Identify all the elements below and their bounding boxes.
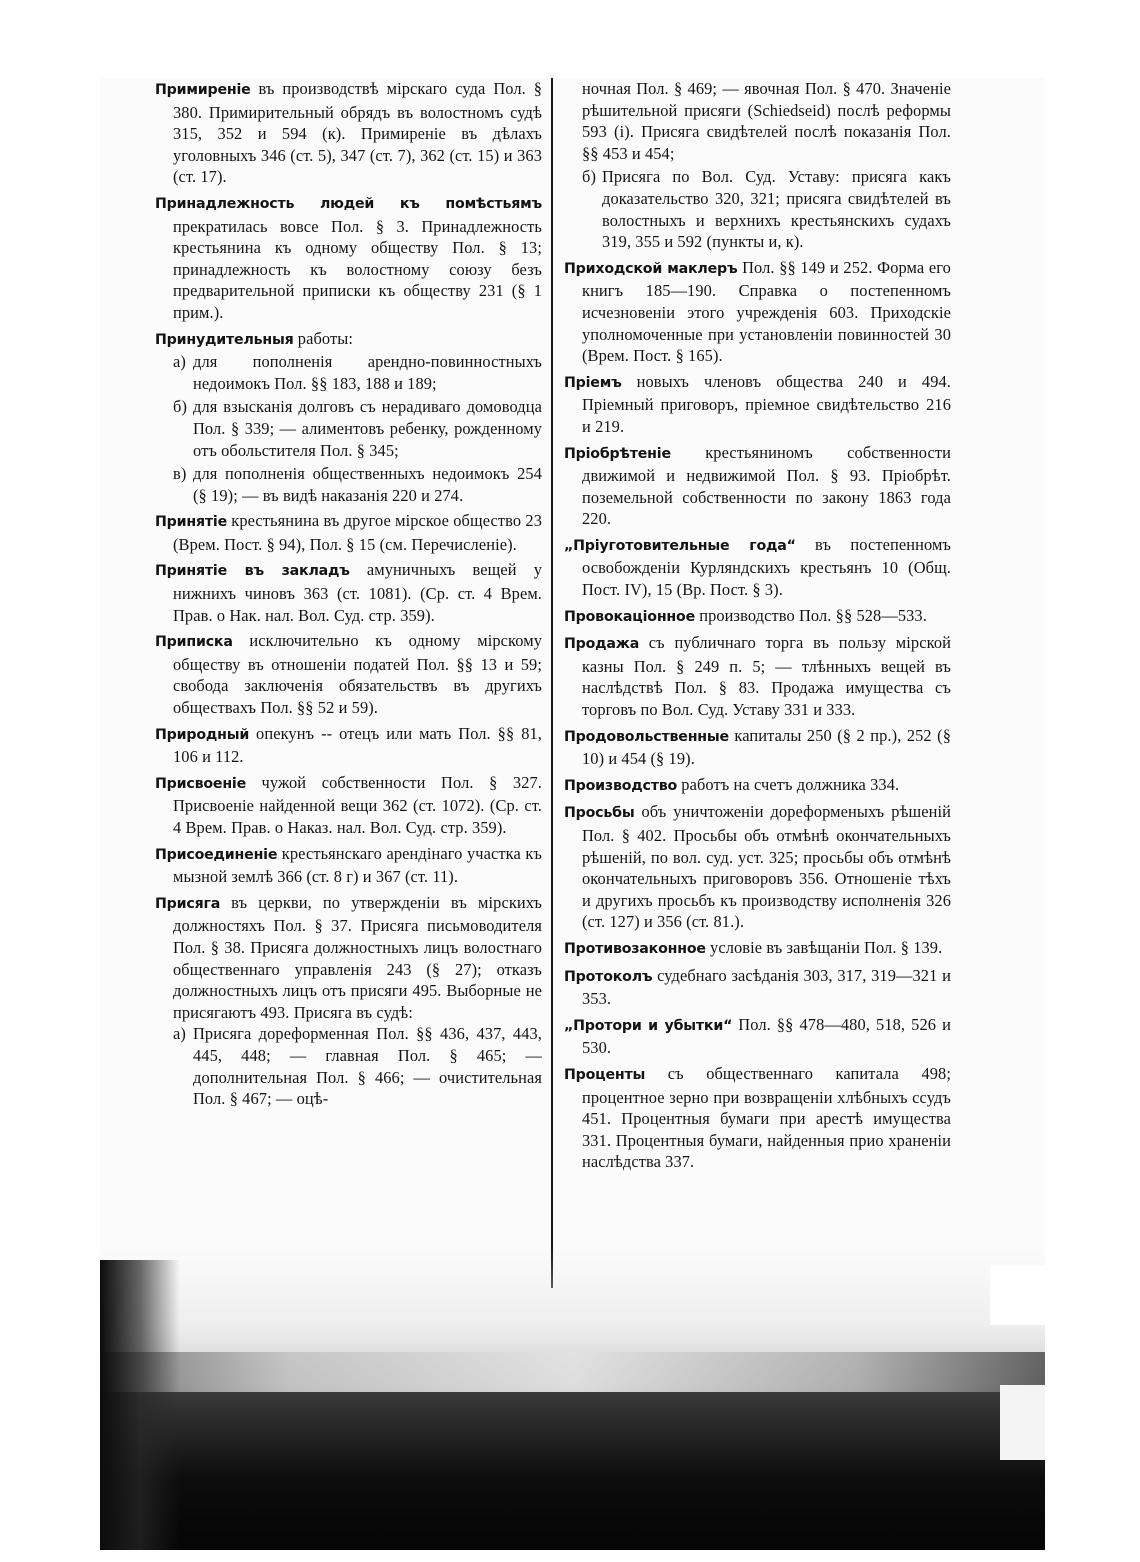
index-entry (564, 1014, 951, 1059)
sub-label: б) (582, 167, 596, 187)
entry-term: Принудительныя (155, 331, 294, 348)
entry-term: Просьбы (564, 805, 635, 822)
entry-term: Присвоеніе (155, 775, 247, 792)
sub-text: для пополненія арендно-повинностныхъ недоимокъ Пол. §§ 183, 188 и 189; (193, 352, 542, 393)
entry-term: Принятіе (155, 514, 227, 531)
sub-label: б) (173, 397, 187, 417)
index-entry (564, 371, 951, 438)
entry-term: Природный (155, 726, 250, 743)
sub-label: в) (173, 464, 187, 484)
entry-text: условіе въ завѣщаніи Пол. § 139. (705, 937, 943, 957)
scan-edge-left (100, 1260, 180, 1550)
sub-entry (564, 78, 951, 164)
entry-term: Проценты (564, 1066, 646, 1083)
entry-text: прекратилась вовсе Пол. § 3. Принадлежность крестьянина къ одному обществу Пол. § 13; принадлежность къ волостному союзу безъ предварительной приписки къ обществу 231 (§ 1 прим.). (173, 216, 542, 322)
entry-text: въ производствѣ мірскаго суда Пол. § 380. Примирительный обрядъ въ волостномъ судѣ 315, 352 и 594 (к). Примиреніе въ дѣлахъ уголовныхъ 346 (ст. 5), 347 (ст. 7), 362 (ст. 15) и 363 (ст. 17). (173, 79, 542, 187)
index-entry (155, 559, 542, 626)
sub-text: для пополненія общественныхъ недоимокъ 254 (§ 19); — въ видѣ наказанія 220 и 274. (193, 464, 542, 505)
entry-text: работы: (293, 328, 353, 348)
sub-entry (155, 463, 542, 506)
scan-notch (990, 1265, 1045, 1325)
index-entry (564, 725, 951, 770)
entry-text: въ церкви, по утвержденіи въ мірскихъ должностяхъ Пол. § 37. Присяга письмоводителя Пол. § 38. Присяга должностныхъ лицъ волостнаго общественнаго управленія 243 (§ 27); отказъ должностныхъ лицъ отъ присяги 495. Выборные не присягаютъ 493. Присяга въ судѣ: (173, 892, 542, 1022)
entry-term: Производство (564, 777, 678, 794)
entry-term: Пріобрѣтеніе (564, 445, 671, 462)
entry-text: амуничныхъ вещей у нижнихъ чиновъ 363 (ст. 1081). (Ср. ст. 4 Врем. Прав. о Нак. нал. Вол. Суд. стр. 359). (173, 560, 542, 625)
scan-edge-dark (100, 1392, 1045, 1548)
index-entry (564, 774, 951, 798)
entry-text: исключительно къ одному мірскому обществу въ отношеніи податей Пол. §§ 13 и 59; свобода заключенія обязательствъ въ другихъ обществахъ Пол. §§ 52 и 59). (173, 631, 542, 718)
entry-term: Приписка (155, 634, 233, 651)
entry-term: Присоединеніе (155, 846, 278, 863)
index-entry (564, 534, 951, 601)
entry-text: чужой собственности Пол. § 327. Присвоеніе найденной вещи 362 (ст. 1072). (Ср. ст. 4 Врем. Прав. о Наказ. нал. Вол. Суд. стр. 359). (173, 772, 542, 837)
entry-text: крестьянина въ другое мірское общество 23 (Врем. Пост. § 94), Пол. § 15 (см. Перечисленіе). (173, 511, 542, 554)
scan-notch (1000, 1385, 1045, 1460)
entry-text: Пол. §§ 478—480, 518, 526 и 530. (582, 1014, 951, 1058)
entry-term: Провокаціонное (564, 608, 696, 625)
index-entry (564, 801, 951, 933)
entry-text: судебнаго засѣданія 303, 317, 319—321 и 353. (582, 965, 951, 1009)
index-entry (564, 937, 951, 961)
entry-term: „Пріуготовительные года“ (564, 537, 796, 554)
entry-text: крестьянскаго арендiнаго участка къ мызной землѣ 366 (ст. 8 г) и 367 (ст. 11). (173, 843, 542, 887)
entry-term: Противозаконное (564, 940, 706, 957)
index-entry (155, 723, 542, 768)
sub-entry (155, 351, 542, 394)
entry-text: опекунъ -- отецъ или мать Пол. §§ 81, 106 и 112. (173, 723, 542, 767)
index-entry (564, 965, 951, 1010)
index-entry (564, 257, 951, 367)
index-entry (564, 605, 951, 629)
entry-term: Принятіе въ закладъ (155, 563, 350, 580)
column-divider (551, 78, 553, 1288)
index-entry (155, 78, 542, 188)
entry-term: Продажа (564, 636, 640, 653)
sub-text: Присяга дореформенная Пол. §§ 436, 437, 443, 445, 448; — главная Пол. § 465; — дополнительная Пол. § 466; — очистительная Пол. § 467; — оцѣ- (193, 1024, 542, 1109)
sub-entry (564, 166, 951, 252)
right-column (564, 78, 951, 1177)
entry-term: Пріемъ (564, 374, 622, 391)
entry-text: съ публичнаго торга въ пользу мірской казны Пол. § 249 п. 5; — тлѣнныхъ вещей въ наслѣдствѣ Пол. § 83. Продажа имущества съ торговъ по Вол. Суд. Уставу 331 и 333. (582, 633, 951, 720)
left-column (155, 78, 542, 1112)
entry-term: „Протори и убытки“ (564, 1017, 733, 1034)
index-entry (564, 1063, 951, 1173)
sub-entry (155, 396, 542, 461)
entry-text: Пол. §§ 149 и 252. Форма его книгъ 185—190. Справка о постепенномъ исчезновеніи этого учрежденія 603. Приходскіе уполномоченные при установленіи повинностей 30 (Врем. Пост. § 165). (582, 257, 951, 366)
index-entry (155, 630, 542, 718)
entry-text: крестьяниномъ собственности движимой и недвижимой Пол. § 93. Пріобрѣт. поземельной собственности по закону 1863 года 220. (582, 442, 951, 529)
index-entry (155, 510, 542, 555)
entry-text: производство Пол. §§ 528—533. (695, 605, 927, 625)
entry-term: Протоколъ (564, 968, 653, 985)
entry-text: работъ на счетъ должника 334. (677, 774, 900, 794)
scan-band (100, 1352, 1045, 1392)
index-entry (564, 442, 951, 530)
index-entry (155, 843, 542, 888)
index-entry (564, 632, 951, 720)
entry-text: объ уничтоженіи дореформеныхъ рѣшеній Пол. § 402. Просьбы объ отмѣнѣ окончательныхъ рѣшеній, по вол. суд. уст. 325; просьбы объ отмѣнѣ окончательныхъ приговоровъ 356. Отношеніе тѣхъ и другихъ просьбъ къ производству исполненія 326 (ст. 127) и 356 (ст. 81.). (582, 802, 951, 932)
entry-term: Принадлежность людей къ помѣстьямъ (155, 195, 542, 212)
index-entry (155, 328, 542, 352)
sub-text: ночная Пол. § 469; — явочная Пол. § 470. Значеніе рѣшительной присяги (Schiedseid) послѣ реформы 593 (i). Присяга свидѣтелей послѣ показанія Пол. §§ 453 и 454; (582, 79, 951, 163)
index-entry (155, 772, 542, 839)
entry-text: новыхъ членовъ общества 240 и 494. Пріемный приговоръ, пріемное свидѣтельство 216 и 219. (582, 371, 951, 436)
entry-term: Примиреніе (155, 82, 251, 98)
entry-text: капиталы 250 (§ 2 пр.), 252 (§ 10) и 454 (§ 19). (582, 725, 951, 769)
sub-label: а) (173, 1024, 186, 1044)
sub-entry (155, 1023, 542, 1109)
entry-term: Продовольственные (564, 728, 729, 745)
index-entry (155, 892, 542, 1024)
sub-text: для взысканія долговъ съ нерадиваго домоводца Пол. § 339; — алиментовъ ребенку, рожденному отъ обольстителя Пол. § 345; (193, 397, 542, 460)
entry-term: Присяга (155, 895, 221, 912)
sub-text: Присяга по Вол. Суд. Уставу: присяга какъ доказательство 320, 321; присяга свидѣтелей въ волостныхъ и верхнихъ крестьянскихъ судахъ 319, 355 и 592 (пункты и, к). (602, 167, 951, 252)
entry-term: Приходской маклеръ (564, 260, 738, 277)
index-entry (155, 192, 542, 324)
entry-text: съ общественнаго капитала 498; процентное зерно при возвращеніи хлѣбныхъ ссудъ 451. Процентныя бумаги при арестѣ имущества 331. Процентныя бумаги, найденныя прио храненіи наслѣдства 337. (582, 1063, 951, 1172)
entry-text: въ постепенномъ освобожденіи Курляндскихъ крестьянъ 10 (Общ. Пост. IV), 15 (Вр. Пост. § 3). (582, 534, 951, 600)
sub-label: а) (173, 352, 186, 372)
